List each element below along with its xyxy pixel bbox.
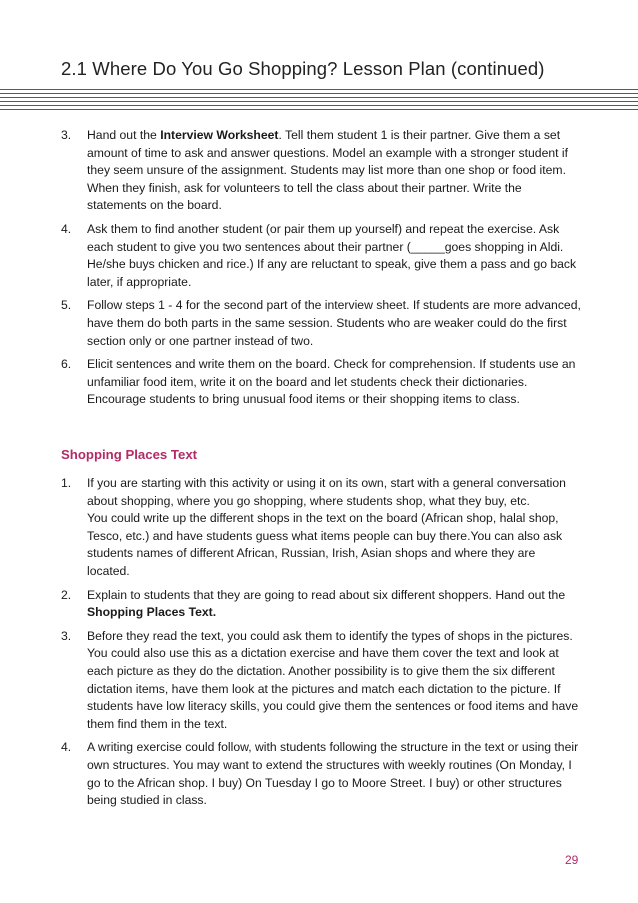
shopping-list	[61, 475, 581, 816]
item-text: Before they read the text, you could ask them to identify the types of shops in the pictures. You could also use this as a dictation exercise and have them cover the text and look at each picture as they do the dictation. Another possibility is to give them the six different dictation items, have them look at the pictures and match each dictation to the picture. If students have low literacy skills, you could give them the sentences or food items and have them find them in the text.	[87, 628, 579, 731]
item-text: You could write up the different shops in the text on the board (African shop, halal shop, Tesco, etc.) and have students guess what items people can buy there.You can also ask students names of different African, Russian, Irish, Asian shops and where they are located.	[87, 511, 563, 578]
item-number: 4.	[61, 221, 72, 236]
item-number: 5.	[61, 298, 72, 313]
list-item	[61, 628, 581, 734]
item-number: 3.	[61, 628, 72, 643]
item-number: 6.	[61, 357, 72, 372]
item-number: 1.	[61, 476, 72, 490]
list-item	[61, 127, 581, 215]
steps-list	[61, 127, 581, 415]
page-title: 2.1 Where Do You Go Shopping? Lesson Plan (continued)	[61, 58, 545, 79]
list-item	[61, 297, 581, 350]
item-text: A writing exercise could follow, with students following the structure in the text or using their own structures. You may want to extend the structures with weekly routines (On Monday, I go to the African shop. I buy) On Tuesday I go to Moore Street. I buy) or other structures being studied in class.	[87, 740, 579, 808]
interview-worksheet-ref: Interview Worksheet	[160, 128, 279, 142]
list-item	[61, 356, 581, 409]
item-text: Ask them to find another student (or pair them up yourself) and repeat the exercise. Ask each student to give you two sentences about their partner (_____goes shopping in Aldi. He/she buys chicken and rice.) If any are reluctant to speak, give them a pass and go back later, if appropriate.	[87, 221, 577, 289]
list-item	[61, 739, 581, 809]
item-number: 2.	[61, 587, 72, 602]
item-text: Follow steps 1 - 4 for the second part of the interview sheet. If students are more advanced, have them do both parts in the same session. Students who are weaker could do the first section only or one partner instead of two.	[87, 298, 581, 348]
item-number: 4.	[61, 740, 72, 755]
item-text: If you are starting with this activity or using it on its own, start with a general conversation about shopping, where you go shopping, where students shop, what they buy, etc.	[87, 476, 566, 508]
header-rules	[0, 89, 638, 119]
list-item	[61, 587, 581, 622]
section-heading: Shopping Places Text	[61, 447, 198, 462]
item-text: Hand out the Interview Worksheet. Tell them student 1 is their partner. Give them a set amount of time to ask and answer questions. Model an example with a stronger student if they seem unsure of the assignment. Students may list more than one shop or food item. When they finish, ask for volunteers to tell the class about their partner. Write the statements on the board.	[87, 128, 568, 213]
page-number: 29	[565, 853, 579, 867]
item-number: 3.	[61, 128, 72, 142]
list-item	[61, 221, 581, 291]
list-item	[61, 475, 581, 581]
item-text: Elicit sentences and write them on the board. Check for comprehension. If students use an unfamiliar food item, write it on the board and let students check their dictionaries. Encourage students to bring unusual food items or their shopping items to class.	[87, 357, 576, 407]
shopping-places-text-ref: Shopping Places Text.	[87, 605, 217, 620]
item-text: Explain to students that they are going to read about six different shoppers. Hand out the Shopping Places Text.	[87, 587, 566, 620]
